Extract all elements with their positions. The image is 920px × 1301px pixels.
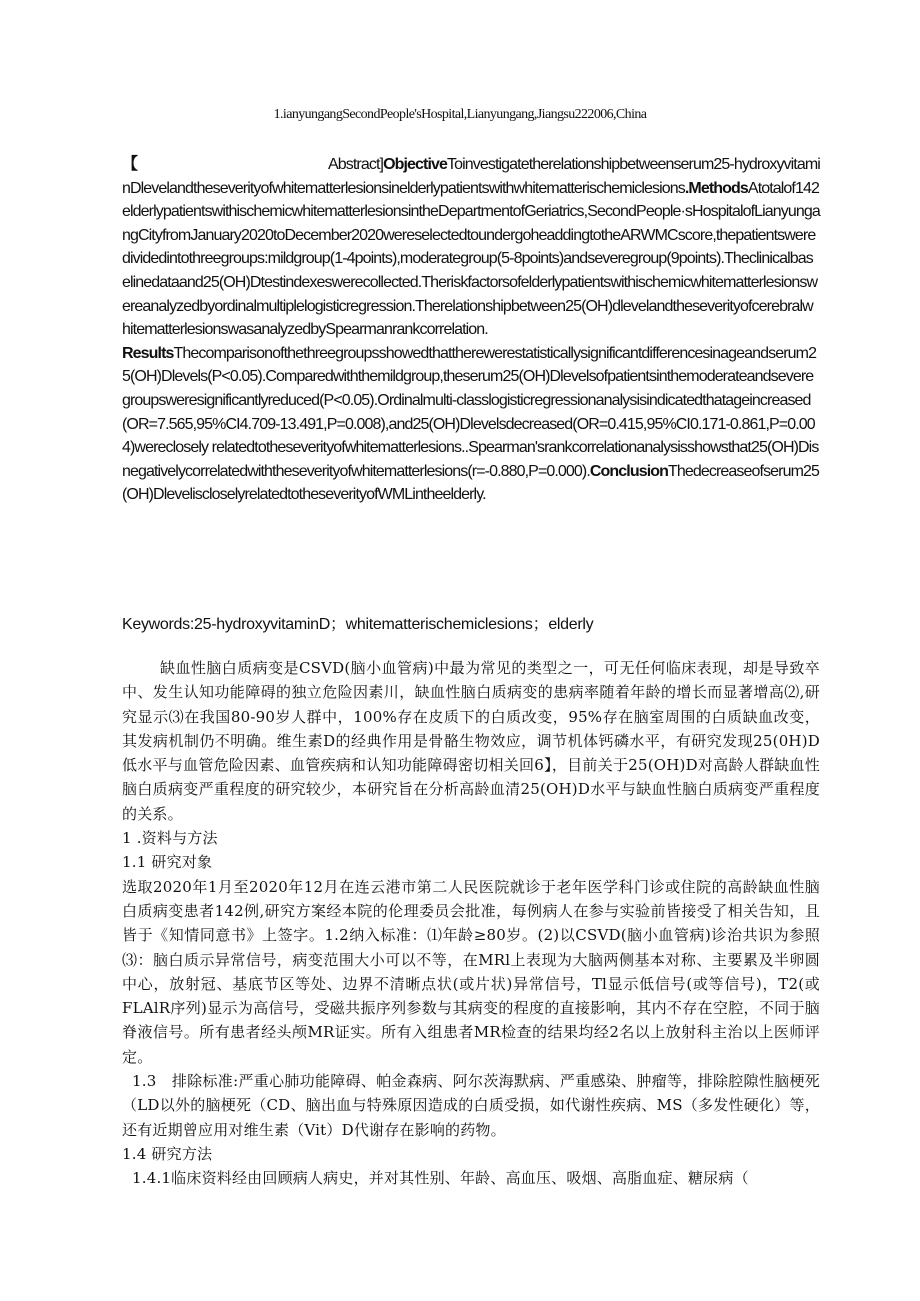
- section-1-4-heading: 1.4 研究方法: [122, 1144, 213, 1163]
- affiliation: 1.ianyungangSecondPeople'sHospital,Lianyungang,Jiangsu222006,China: [273, 107, 647, 122]
- keywords: Keywords:25-hydroxyvitaminD；whitematterischemiclesions；elderly: [122, 616, 594, 633]
- objective-label: Objective: [383, 156, 447, 173]
- objective-text: Toinvestigatetherelationshipbetweenserum25-hydroxyvitaminDlevelandtheseverityofwhitematterlesionsinelderlypatientswithwhitematterischemiclesions: [122, 156, 820, 197]
- abstract-label: Abstract]: [328, 156, 384, 173]
- abstract-bracket: 【: [122, 154, 139, 173]
- methods-label: .Methods: [684, 179, 748, 197]
- conclusion-text: Thedecreaseofserum25(OH)DleveliscloselyrelatedtotheseverityofWMLintheelderly.: [122, 462, 820, 504]
- section-1-1-heading: 1.1 研究对象: [122, 853, 213, 872]
- abstract: [122, 152, 820, 507]
- section-1-4-1-paragraph: 1.4.1临床资料经由回顾病人病史，并对其性别、年龄、高血压、吸烟、高脂血症、糖尿病（: [132, 1169, 749, 1188]
- methods-text: Atotalof142elderlypatientswithischemicwhitematterlesionsintheDepartmentofGeriatrics,SecondPeople·sHospitalofLianyungangCityfromJanuary2020toDecember2020wereselectedtoundergoheaddingtotheARWMCscore,thepatientsweredividedintothreegroups:mildgroup(1-4points),moderategroup(5-8points)andseveregroup(9points).Theclinicalbaselinedataand25(OH)Dtestindexeswerecollected.Theriskfactorsofelderlypatientswithischemicwhitematterlesionswereanalyzedbyordinalmultiplelogisticregression.Therelationshipbetween25(OH)dlevelandtheseverityofcerebralwhitematterlesionswasanalyzedbySpearmanrankcorrelation.: [122, 179, 820, 339]
- intro-paragraph: 缺血性脑白质病变是CSVD(脑小血管病)中最为常见的类型之一，可无任何临床表现，却是导致卒中、发生认知功能障碍的独立危险因素川，缺血性脑白质病变的患病率随着年龄的增长而显著增高⑵,研究显示⑶在我国80-90岁人群中，100%存在皮质下的白质改变，95%存在脑室周围的白质缺血改变，其发病机制仍不明确。维生素D的经典作用是骨骼生物效应，调节机体钙磷水平，有研究发现25(0H)D低水平与血管危险因素、血管疾病和认知功能障碍密切相关回6】，目前关于25(OH)D对高龄人群缺血性脑白质病变严重程度的研究较少，本研究旨在分析高龄血清25(OH)D水平与缺血性脑白质病变严重程度的关系。: [122, 659, 820, 823]
- section-1-1-paragraph: 选取2020年1月至2020年12月在连云港市第二人民医院就诊于老年医学科门诊或住院的高龄缺血性脑白质病变患者142例,研究方案经本院的伦理委员会批准，每例病人在参与实验前皆接受了相关告知，且皆于《知情同意书》上签字。1.2纳入标准：⑴年龄≥80岁。(2)以CSVD(脑小血管病)诊治共识为参照⑶：脑白质示异常信号，病变范围大小可以不等，在MRl上表现为大脑两侧基本对称、主要累及半卵圆中心，放射冠、基底节区等处、边界不清晰点状(或片状)异常信号，Tl显示低信号(或等信号)，T2(或FLAlR序列)显示为高信号，受磁共振序列参数与其病变的程度的直接影响，其内不存在空腔，不同于脑脊液信号。所有患者经头颅MR证实。所有入组患者MR检查的结果均经2名以上放射科主治以上医师评定。: [122, 877, 820, 1066]
- results-label: Results: [122, 344, 174, 362]
- body-text: [122, 656, 820, 1191]
- conclusion-label: Conclusion: [589, 462, 669, 480]
- section-1-3-paragraph: 1.3 排除标准:严重心肺功能障碍、帕金森病、阿尔茨海默病、严重感染、肿瘤等，排除腔隙性脑梗死（LD以外的脑梗死（CD、脑出血与特殊原因造成的白质受损，如代谢性疾病、MS（多发性硬化）等，还有近期曾应用对维生素（Vit）D代谢存在影响的药物。: [122, 1072, 820, 1139]
- section-1-heading: 1 .资料与方法: [122, 829, 218, 848]
- results-text: Thecomparisonofthethreegroupsshowedthattherewerestatisticallysignificantdifferencesinageandserum25(OH)Dlevels(P<0.05).Comparedwiththemildgroup,theserum25(OH)Dlevelsofpatientsinthemoderateandseveregroupsweresignificantlyreduced(P<0.05).Ordinalmulti-classlogisticregressionanalysisindicatedthatageincreased(OR=7.565,95%CI4.709-13.491,P=0.008),and25(OH)Dlevelsdecreased(OR=0.415,95%CI0.171-0.861,P=0.004)wereclosely relatedtotheseverityofwhitematterlesions..Spearman'srankcorrelationanalysisshowsthat25(OH)Disnegativelycorrelatedwiththeseverityofwhitematterlesions(r=-0.880,P=0.000).: [122, 344, 819, 480]
